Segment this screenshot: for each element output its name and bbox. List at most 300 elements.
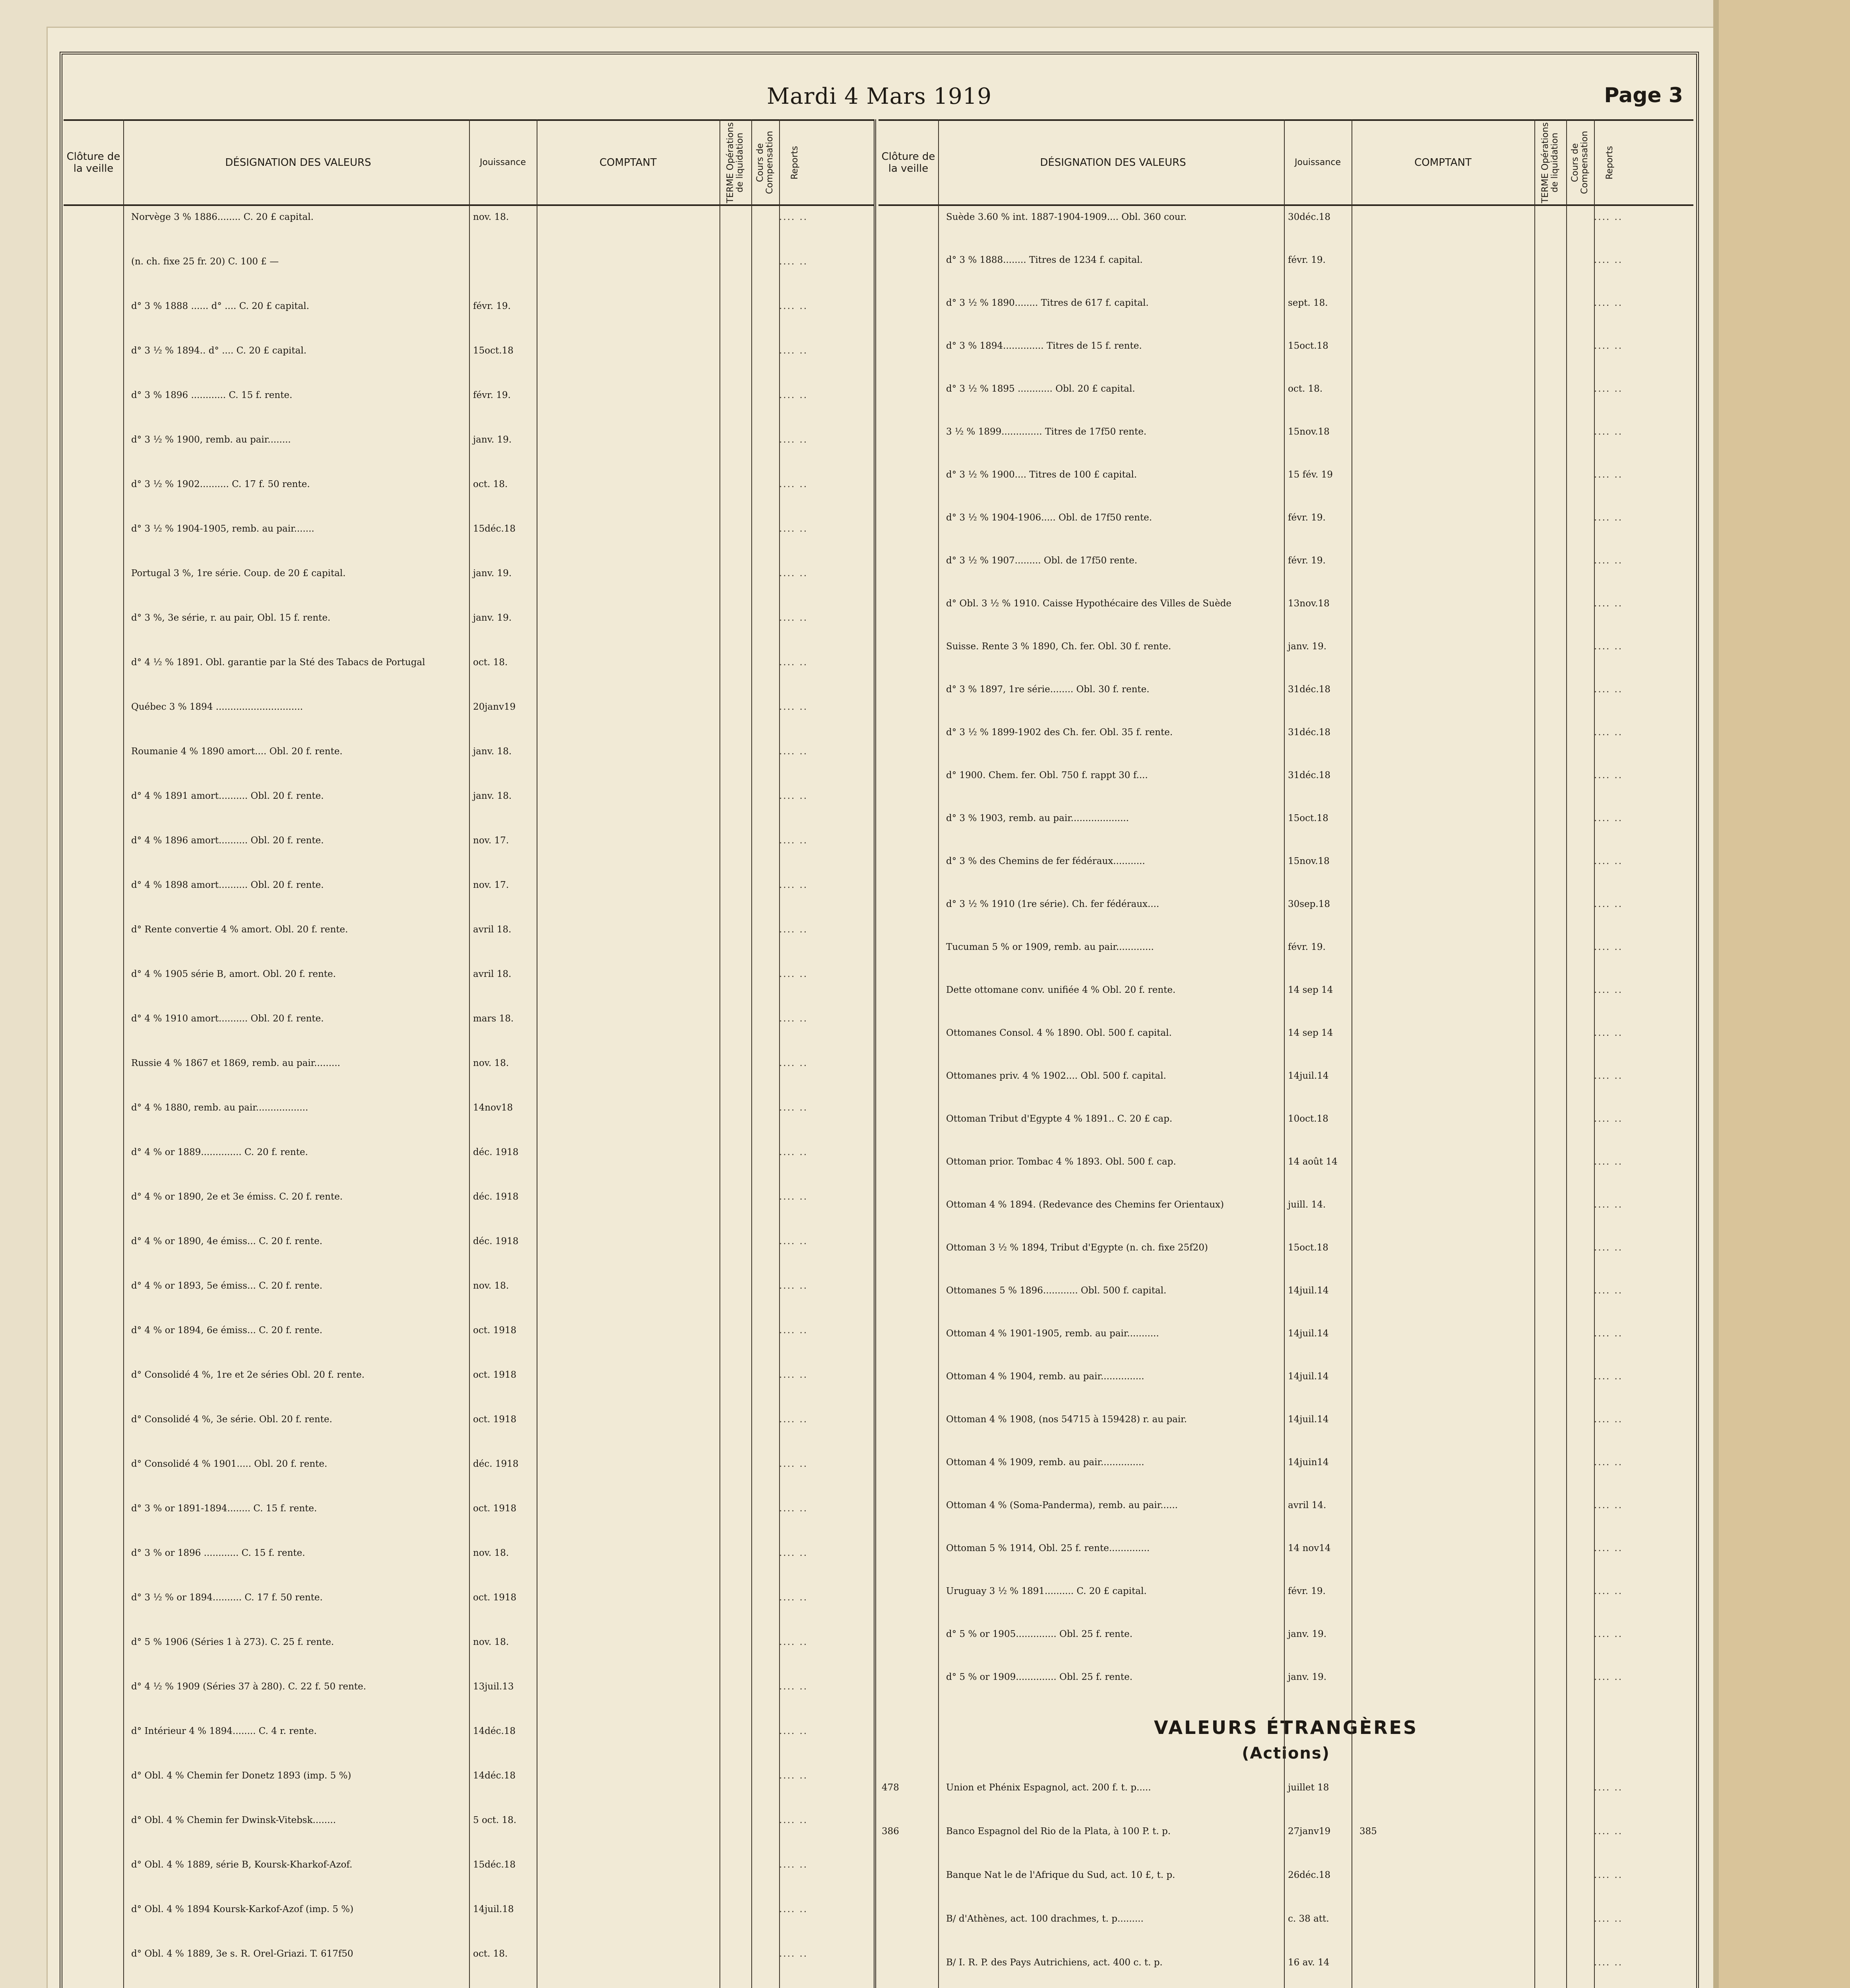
table-row <box>878 1198 1693 1211</box>
designation-value: Ottomanes 5 % 1896............ Obl. 500 f. capital. <box>946 1285 1167 1296</box>
col-terme-label: TERME Opérations de liquidation <box>725 122 745 203</box>
jouissance-value: févr. 19. <box>1288 1586 1326 1596</box>
leader-dots: .... .. <box>779 746 808 757</box>
designation-value: d° 3 ½ % 1894.. d° .... C. 20 £ capital. <box>131 346 307 356</box>
designation-value: d° 3 % 1897, 1re série........ Obl. 30 f. rente. <box>946 684 1150 695</box>
col-cours-label: Cours de Compensation <box>755 131 775 194</box>
leader-dots: .... .. <box>1594 985 1623 995</box>
jouissance-value: 31déc.18 <box>1288 770 1331 780</box>
designation-value: d° 4 % or 1894, 6e émiss... C. 20 f. rente. <box>131 1325 323 1336</box>
page-number: Page 3 <box>1604 83 1683 107</box>
jouissance-value: 15 fév. 19 <box>1288 470 1333 480</box>
jouissance-value: janv. 18. <box>473 791 512 801</box>
leader-dots: .... .. <box>1594 513 1623 523</box>
designation-value: B/ I. R. P. des Pays Autrichiens, act. 400 c. t. p. <box>946 1957 1163 1968</box>
designation-value: Québec 3 % 1894 .............................. <box>131 702 303 712</box>
designation-value: d° 3 ½ % 1900, remb. au pair........ <box>131 435 291 445</box>
jouissance-value: oct. 18. <box>1288 384 1323 394</box>
table-row <box>878 1869 1693 1881</box>
col-comptant-right: COMPTANT <box>1414 157 1472 169</box>
col-cloture-right: Clôture de la veille <box>881 151 935 175</box>
designation-value: d° 3 ½ % 1890........ Titres de 617 f. capital. <box>946 298 1149 308</box>
designation-value: d° 3 ½ % 1904-1906..... Obl. de 17f50 rente. <box>946 513 1152 523</box>
col-jouissance: Jouissance <box>480 157 526 167</box>
leader-dots: .... .. <box>779 435 808 445</box>
right-table <box>878 119 1693 1988</box>
leader-dots: .... .. <box>1594 1114 1623 1124</box>
designation-value: d° Rente convertie 4 % amort. Obl. 20 f. rente. <box>131 924 348 935</box>
jouissance-value: c. 38 att. <box>1288 1914 1329 1924</box>
jouissance-value: 27janv19 <box>1288 1826 1331 1837</box>
jouissance-value: janv. 19. <box>1288 1629 1327 1639</box>
cloture-value: 478 <box>882 1782 899 1793</box>
leader-dots: .... .. <box>779 1815 808 1825</box>
designation-value: d° 3 %, 3e série, r. au pair, Obl. 15 f. rente. <box>131 613 331 623</box>
designation-value: Ottoman 4 % 1904, remb. au pair............... <box>946 1371 1144 1382</box>
designation-value: Norvège 3 % 1886........ C. 20 £ capital. <box>131 212 314 222</box>
designation-value: Ottoman 4 % 1894. (Redevance des Chemins fer Orientaux) <box>946 1200 1224 1210</box>
col-reports <box>779 121 811 204</box>
table-row <box>878 511 1693 524</box>
table-row <box>878 254 1693 266</box>
comptant-value: 385 <box>1359 1826 1377 1837</box>
leader-dots: .... .. <box>779 479 808 489</box>
designation-value: d° 4 % 1905 série B, amort. Obl. 20 f. rente. <box>131 969 336 979</box>
jouissance-value: 5 oct. 18. <box>473 1815 517 1825</box>
jouissance-value: févr. 19. <box>1288 255 1326 265</box>
leader-dots: .... .. <box>779 1503 808 1514</box>
jouissance-value: 13nov.18 <box>1288 598 1330 609</box>
designation-value: d° 4 % 1891 amort.......... Obl. 20 f. rente. <box>131 791 324 801</box>
leader-dots: .... .. <box>779 1370 808 1380</box>
leader-dots: .... .. <box>1594 1957 1623 1968</box>
leader-dots: .... .. <box>1594 1629 1623 1639</box>
designation-value: d° 3 % 1888 ...... d° .... C. 20 £ capital. <box>131 301 309 311</box>
leader-dots: .... .. <box>1594 1782 1623 1793</box>
jouissance-value: 20janv19 <box>473 702 516 712</box>
designation-value: d° 5 % or 1909.............. Obl. 25 f. rente. <box>946 1672 1133 1682</box>
leader-dots: .... .. <box>779 1192 808 1202</box>
jouissance-value: janv. 19. <box>1288 1672 1327 1682</box>
rule <box>1534 119 1535 1988</box>
jouissance-value: 15oct.18 <box>1288 341 1328 351</box>
designation-value: Suède 3.60 % int. 1887-1904-1909.... Obl. 360 cour. <box>946 212 1187 222</box>
table-row <box>878 1499 1693 1512</box>
jouissance-value: févr. 19. <box>1288 513 1326 523</box>
jouissance-value: mars 18. <box>473 1013 514 1024</box>
designation-value: d° 3 % 1896 ............ C. 15 f. rente. <box>131 390 293 400</box>
leader-dots: .... .. <box>779 1281 808 1291</box>
leader-dots: .... .. <box>1594 1157 1623 1167</box>
designation-value: Ottoman prior. Tombac 4 % 1893. Obl. 500 f. cap. <box>946 1157 1176 1167</box>
table-row <box>878 1456 1693 1469</box>
leader-dots: .... .. <box>779 1637 808 1647</box>
leader-dots: .... .. <box>779 390 808 400</box>
designation-value: Ottomanes Consol. 4 % 1890. Obl. 500 f. capital. <box>946 1028 1172 1038</box>
leader-dots: .... .. <box>779 613 808 623</box>
table-row <box>878 640 1693 653</box>
jouissance-value: 14juil.14 <box>1288 1285 1329 1296</box>
jouissance-value: nov. 18. <box>473 1548 509 1558</box>
designation-value: d° 4 % 1898 amort.......... Obl. 20 f. rente. <box>131 880 324 890</box>
jouissance-value: 15déc.18 <box>473 1860 516 1870</box>
jouissance-value: janv. 19. <box>473 613 512 623</box>
designation-value: d° 3 % or 1891-1894........ C. 15 f. rente. <box>131 1503 317 1514</box>
designation-value: d° 4 % 1896 amort.......... Obl. 20 f. rente. <box>131 835 324 846</box>
jouissance-value: 14juin14 <box>1288 1457 1329 1468</box>
col-terme-right-label: TERME Opérations de liquidation <box>1540 122 1560 203</box>
leader-dots: .... .. <box>1594 942 1623 952</box>
jouissance-value: 15déc.18 <box>473 524 516 534</box>
designation-value: Banque Nat le de l'Afrique du Sud, act. 10 £, t. p. <box>946 1870 1175 1880</box>
designation-value: d° 3 % 1888........ Titres de 1234 f. capital. <box>946 255 1143 265</box>
designation-value: d° 3 ½ % 1900.... Titres de 100 £ capital. <box>946 470 1137 480</box>
col-cours <box>751 121 779 204</box>
rule <box>123 119 124 1988</box>
table-row <box>878 425 1693 438</box>
designation-value: d° 4 % or 1890, 4e émiss... C. 20 f. rente. <box>131 1236 323 1246</box>
designation-value: d° 4 % or 1890, 2e et 3e émiss. C. 20 f. rente. <box>131 1192 343 1202</box>
leader-dots: .... .. <box>1594 1826 1623 1837</box>
rule <box>751 119 752 1988</box>
designation-value: d° 1900. Chem. fer. Obl. 750 f. rappt 30 f.... <box>946 770 1148 780</box>
jouissance-value: févr. 19. <box>1288 555 1326 566</box>
table-row <box>878 769 1693 782</box>
leader-dots: .... .. <box>1594 813 1623 823</box>
designation-value: d° Obl. 4 % 1889, 3e s. R. Orel-Griazi. T. 617f50 <box>131 1949 353 1959</box>
jouissance-value: 30déc.18 <box>1288 212 1331 222</box>
designation-value: Banco Espagnol del Rio de la Plata, à 100 P. t. p. <box>946 1826 1171 1837</box>
col-designation: DÉSIGNATION DES VALEURS <box>225 157 371 169</box>
jouissance-value: 14juil.14 <box>1288 1071 1329 1081</box>
leader-dots: .... .. <box>1594 1285 1623 1296</box>
designation-value: Ottoman 4 % 1901-1905, remb. au pair........... <box>946 1328 1159 1339</box>
table-row <box>878 597 1693 610</box>
designation-value: Suisse. Rente 3 % 1890, Ch. fer. Obl. 30 f. rente. <box>946 641 1171 652</box>
designation-value: d° 4 ½ % 1909 (Séries 37 à 280). C. 22 f. 50 rente. <box>131 1681 367 1692</box>
designation-value: Ottoman 4 % 1908, (nos 54715 à 159428) r. au pair. <box>946 1414 1187 1425</box>
designation-value: d° 3 ½ % 1910 (1re série). Ch. fer fédéraux.... <box>946 899 1160 909</box>
table-row <box>878 340 1693 352</box>
leader-dots: .... .. <box>779 1771 808 1781</box>
jouissance-value: 14 août 14 <box>1288 1157 1338 1167</box>
table-row <box>878 1070 1693 1082</box>
leader-dots: .... .. <box>779 1147 808 1157</box>
leader-dots: .... .. <box>779 924 808 935</box>
table-row <box>878 211 1693 223</box>
designation-value: Tucuman 5 % or 1909, remb. au pair............. <box>946 942 1154 952</box>
designation-value: Ottoman 4 % (Soma-Panderma), remb. au pair...... <box>946 1500 1178 1510</box>
leader-dots: .... .. <box>1594 341 1623 351</box>
designation-value: Ottoman 5 % 1914, Obl. 25 f. rente.............. <box>946 1543 1150 1553</box>
designation-value: Uruguay 3 ½ % 1891.......... C. 20 £ capital. <box>946 1586 1147 1596</box>
leader-dots: .... .. <box>1594 770 1623 780</box>
designation-value: d° 4 % 1910 amort.......... Obl. 20 f. rente. <box>131 1013 324 1024</box>
jouissance-value: oct. 18. <box>473 657 508 668</box>
table-row <box>878 941 1693 953</box>
col-designation-right: DÉSIGNATION DES VALEURS <box>1040 157 1186 169</box>
rule <box>719 119 720 1988</box>
jouissance-value: nov. 17. <box>473 880 509 890</box>
col-reports-right-label: Reports <box>1605 146 1615 180</box>
leader-dots: .... .. <box>779 212 808 222</box>
col-cours-right <box>1566 121 1594 204</box>
designation-value: Union et Phénix Espagnol, act. 200 f. t. p..... <box>946 1782 1151 1793</box>
designation-value: d° 4 % 1880, remb. au pair.................. <box>131 1103 308 1113</box>
leader-dots: .... .. <box>1594 1543 1623 1553</box>
table-row <box>878 812 1693 825</box>
leader-dots: .... .. <box>779 346 808 356</box>
jouissance-value: nov. 17. <box>473 835 509 846</box>
jouissance-value: avril 18. <box>473 924 512 935</box>
jouissance-value: oct. 18. <box>473 1949 508 1959</box>
leader-dots: .... .. <box>1594 1914 1623 1924</box>
table-row <box>878 468 1693 481</box>
jouissance-value: févr. 19. <box>473 390 511 400</box>
leader-dots: .... .. <box>1594 1500 1623 1510</box>
table-row <box>878 855 1693 868</box>
designation-value: Dette ottomane conv. unifiée 4 % Obl. 20 f. rente. <box>946 985 1176 995</box>
leader-dots: .... .. <box>779 301 808 311</box>
designation-value: d° 4 % or 1893, 5e émiss... C. 20 f. rente. <box>131 1281 323 1291</box>
rule <box>779 119 780 1988</box>
jouissance-value: avril 18. <box>473 969 512 979</box>
jouissance-value: oct. 1918 <box>473 1370 517 1380</box>
table-row <box>878 1956 1693 1969</box>
page-edge-shadow <box>1713 0 1719 1988</box>
jouissance-value: 10oct.18 <box>1288 1114 1328 1124</box>
leader-dots: .... .. <box>1594 1672 1623 1682</box>
leader-dots: .... .. <box>1594 1870 1623 1880</box>
designation-value: Ottomanes priv. 4 % 1902.... Obl. 500 f. capital. <box>946 1071 1166 1081</box>
designation-value: Ottoman 4 % 1909, remb. au pair............... <box>946 1457 1144 1468</box>
jouissance-value: nov. 18. <box>473 1281 509 1291</box>
leader-dots: .... .. <box>779 1414 808 1425</box>
table-row <box>878 554 1693 567</box>
jouissance-value: janv. 18. <box>473 746 512 757</box>
jouissance-value: oct. 1918 <box>473 1592 517 1603</box>
section-title: VALEURS ÉTRANGÈRES <box>1154 1717 1418 1738</box>
leader-dots: .... .. <box>1594 427 1623 437</box>
leader-dots: .... .. <box>1594 641 1623 652</box>
leader-dots: .... .. <box>779 1592 808 1603</box>
leader-dots: .... .. <box>1594 598 1623 609</box>
leader-dots: .... .. <box>779 702 808 712</box>
table-row <box>878 683 1693 696</box>
table-row <box>878 1284 1693 1297</box>
table-row <box>878 1585 1693 1598</box>
cloture-value: 386 <box>882 1826 899 1837</box>
leader-dots: .... .. <box>1594 1457 1623 1468</box>
designation-value: Ottoman Tribut d'Egypte 4 % 1891.. C. 20 £ cap. <box>946 1114 1173 1124</box>
table-row <box>878 297 1693 309</box>
page-header <box>60 83 1699 111</box>
designation-value: d° Obl. 4 % 1889, série B, Koursk-Kharkof-Azof. <box>131 1860 353 1870</box>
leader-dots: .... .. <box>779 969 808 979</box>
table-row <box>878 726 1693 739</box>
jouissance-value: 30sep.18 <box>1288 899 1330 909</box>
leader-dots: .... .. <box>779 791 808 801</box>
jouissance-value: 14juil.14 <box>1288 1328 1329 1339</box>
table-row <box>878 1781 1693 1794</box>
leader-dots: .... .. <box>1594 727 1623 738</box>
designation-value: d° Obl. 4 % 1894 Koursk-Karkof-Azof (imp. 5 %) <box>131 1904 354 1914</box>
table-row <box>878 382 1693 395</box>
designation-value: d° Consolidé 4 %, 1re et 2e séries Obl. 20 f. rente. <box>131 1370 365 1380</box>
table-row <box>878 1112 1693 1125</box>
leader-dots: .... .. <box>779 256 808 267</box>
table-row <box>878 1628 1693 1640</box>
leader-dots: .... .. <box>779 657 808 668</box>
leader-dots: .... .. <box>779 1459 808 1469</box>
designation-value: d° 3 % or 1896 ............ C. 15 f. rente. <box>131 1548 305 1558</box>
jouissance-value: 16 av. 14 <box>1288 1957 1330 1968</box>
jouissance-value: déc. 1918 <box>473 1459 519 1469</box>
jouissance-value: 14juil.14 <box>1288 1371 1329 1382</box>
table-row <box>878 1413 1693 1426</box>
table-row <box>878 1912 1693 1925</box>
jouissance-value: oct. 18. <box>473 479 508 489</box>
jouissance-value: 14juil.18 <box>473 1904 514 1914</box>
jouissance-value: janv. 19. <box>1288 641 1327 652</box>
leader-dots: .... .. <box>779 1904 808 1914</box>
designation-value: d° 3 ½ % 1904-1905, remb. au pair....... <box>131 524 314 534</box>
leader-dots: .... .. <box>1594 1242 1623 1253</box>
table-row <box>878 1155 1693 1168</box>
jouissance-value: janv. 19. <box>473 568 512 579</box>
designation-value: d° Consolidé 4 %, 3e série. Obl. 20 f. rente. <box>131 1414 332 1425</box>
jouissance-value: 14nov18 <box>473 1103 513 1113</box>
designation-value: 3 ½ % 1899.............. Titres de 17f50 rente. <box>946 427 1147 437</box>
leader-dots: .... .. <box>779 1325 808 1336</box>
col-cloture: Clôture de la veille <box>66 151 120 175</box>
rule <box>1594 119 1595 1988</box>
table-row <box>878 1241 1693 1254</box>
rule <box>469 119 470 1988</box>
jouissance-value: 13juil.13 <box>473 1681 514 1692</box>
jouissance-value: déc. 1918 <box>473 1192 519 1202</box>
designation-value: d° 3 ½ % 1902.......... C. 17 f. 50 rente. <box>131 479 310 489</box>
leader-dots: .... .. <box>1594 555 1623 566</box>
leader-dots: .... .. <box>1594 255 1623 265</box>
table-row <box>878 898 1693 911</box>
table-row <box>878 1671 1693 1683</box>
designation-value: Russie 4 % 1867 et 1869, remb. au pair......... <box>131 1058 340 1068</box>
jouissance-value: 31déc.18 <box>1288 727 1331 738</box>
leader-dots: .... .. <box>779 1548 808 1558</box>
jouissance-value: 15oct.18 <box>1288 813 1328 823</box>
leader-dots: .... .. <box>779 1726 808 1736</box>
jouissance-value: déc. 1918 <box>473 1236 519 1246</box>
jouissance-value: 14déc.18 <box>473 1726 516 1736</box>
jouissance-value: 14juil.14 <box>1288 1414 1329 1425</box>
jouissance-value: juillet 18 <box>1288 1782 1329 1793</box>
leader-dots: .... .. <box>1594 684 1623 695</box>
leader-dots: .... .. <box>779 1103 808 1113</box>
designation-value: d° Consolidé 4 % 1901..... Obl. 20 f. rente. <box>131 1459 328 1469</box>
table-row <box>878 984 1693 996</box>
col-cours-right-label: Cours de Compensation <box>1570 131 1590 194</box>
rule <box>938 119 939 1988</box>
jouissance-value: nov. 18. <box>473 1058 509 1068</box>
designation-value: (n. ch. fixe 25 fr. 20) C. 100 £ — <box>131 256 279 267</box>
leader-dots: .... .. <box>779 1013 808 1024</box>
jouissance-value: déc. 1918 <box>473 1147 519 1157</box>
leader-dots: .... .. <box>1594 1071 1623 1081</box>
table-row <box>878 1542 1693 1555</box>
designation-value: d° Intérieur 4 % 1894........ C. 4 r. rente. <box>131 1726 317 1736</box>
leader-dots: .... .. <box>1594 1414 1623 1425</box>
col-jouissance-right: Jouissance <box>1295 157 1341 167</box>
designation-value: d° 3 % des Chemins de fer fédéraux........... <box>946 856 1145 866</box>
leader-dots: .... .. <box>779 568 808 579</box>
designation-value: d° 3 ½ % 1907......... Obl. de 17f50 rente. <box>946 555 1138 566</box>
jouissance-value: 15nov.18 <box>1288 856 1330 866</box>
leader-dots: .... .. <box>1594 856 1623 866</box>
leader-dots: .... .. <box>779 1058 808 1068</box>
designation-value: B/ d'Athènes, act. 100 drachmes, t. p......... <box>946 1914 1144 1924</box>
col-comptant: COMPTANT <box>599 157 657 169</box>
leader-dots: .... .. <box>779 835 808 846</box>
section-subtitle: (Actions) <box>1242 1744 1330 1763</box>
jouissance-value: avril 14. <box>1288 1500 1326 1510</box>
page-edge-strip <box>1719 0 1850 1988</box>
jouissance-value: juill. 14. <box>1288 1200 1326 1210</box>
jouissance-value: sept. 18. <box>1288 298 1328 308</box>
leader-dots: .... .. <box>779 1860 808 1870</box>
leader-dots: .... .. <box>1594 470 1623 480</box>
col-reports-right <box>1594 121 1626 204</box>
jouissance-value: janv. 19. <box>473 435 512 445</box>
jouissance-value: 14 sep 14 <box>1288 985 1333 995</box>
leader-dots: .... .. <box>1594 1586 1623 1596</box>
leader-dots: .... .. <box>1594 1328 1623 1339</box>
jouissance-value: 14déc.18 <box>473 1771 516 1781</box>
jouissance-value: oct. 1918 <box>473 1414 517 1425</box>
leader-dots: .... .. <box>1594 899 1623 909</box>
designation-value: d° Obl. 4 % Chemin fer Dwinsk-Vitebsk........ <box>131 1815 336 1825</box>
table-row <box>878 1825 1693 1838</box>
leader-dots: .... .. <box>1594 298 1623 308</box>
jouissance-value: nov. 18. <box>473 212 509 222</box>
designation-value: d° 4 ½ % 1891. Obl. garantie par la Sté des Tabacs de Portugal <box>131 657 425 668</box>
page-date: Mardi 4 Mars 1919 <box>766 83 992 109</box>
designation-value: Roumanie 4 % 1890 amort.... Obl. 20 f. rente. <box>131 746 343 757</box>
designation-value: d° Obl. 4 % Chemin fer Donetz 1893 (imp. 5 %) <box>131 1771 351 1781</box>
jouissance-value: 15oct.18 <box>473 346 514 356</box>
designation-value: Ottoman 3 ½ % 1894, Tribut d'Egypte (n. ch. fixe 25f20) <box>946 1242 1208 1253</box>
table-row <box>878 1027 1693 1039</box>
jouissance-value: 15nov.18 <box>1288 427 1330 437</box>
jouissance-value: 26déc.18 <box>1288 1870 1331 1880</box>
rule <box>1566 119 1567 1988</box>
designation-value: d° 4 % or 1889.............. C. 20 f. rente. <box>131 1147 308 1157</box>
leader-dots: .... .. <box>779 880 808 890</box>
leader-dots: .... .. <box>779 1949 808 1959</box>
leader-dots: .... .. <box>1594 384 1623 394</box>
designation-value: d° 3 % 1894.............. Titres de 15 f. rente. <box>946 341 1142 351</box>
jouissance-value: 14 sep 14 <box>1288 1028 1333 1038</box>
jouissance-value: 14 nov14 <box>1288 1543 1331 1553</box>
jouissance-value: nov. 18. <box>473 1637 509 1647</box>
designation-value: d° 3 % 1903, remb. au pair.................... <box>946 813 1129 823</box>
col-terme <box>719 121 751 204</box>
jouissance-value: oct. 1918 <box>473 1325 517 1336</box>
leader-dots: .... .. <box>1594 212 1623 222</box>
col-terme-right <box>1534 121 1566 204</box>
leader-dots: .... .. <box>1594 1028 1623 1038</box>
jouissance-value: févr. 19. <box>1288 942 1326 952</box>
